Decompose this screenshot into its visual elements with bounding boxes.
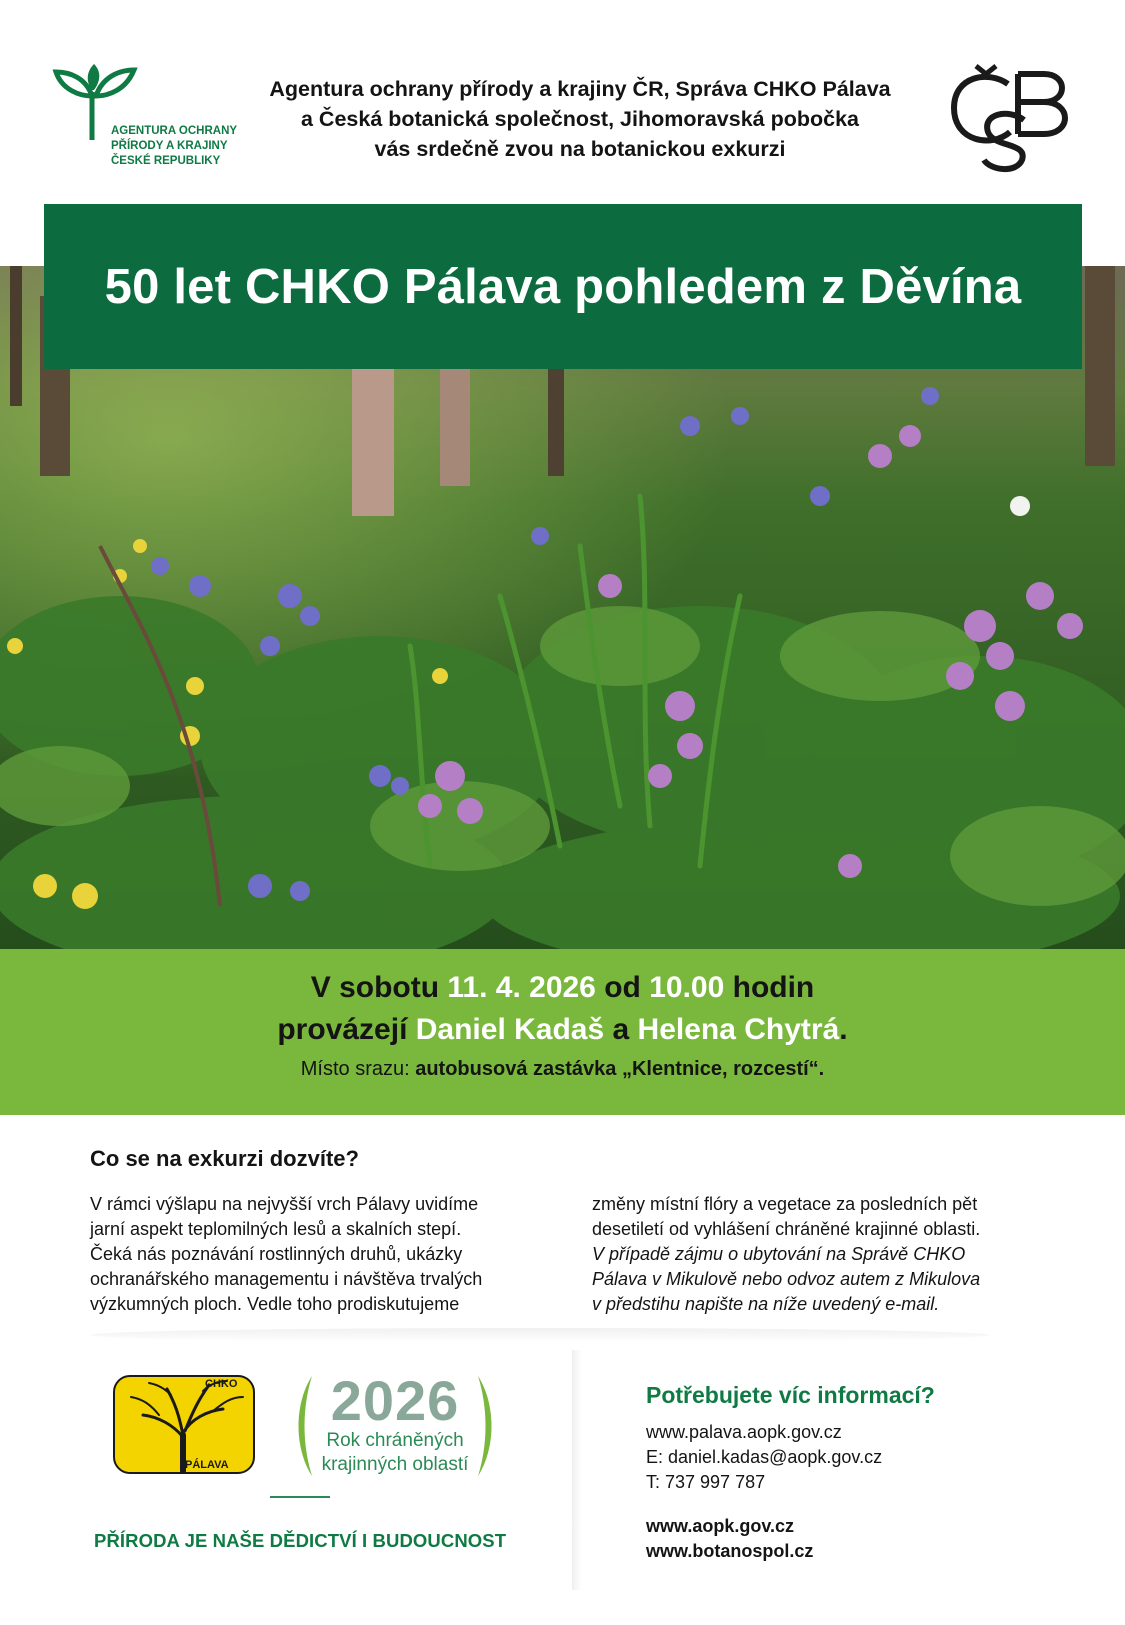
aopk-website-link[interactable]: www.aopk.gov.cz <box>646 1516 795 1536</box>
chko-logo-top-text: CHKO <box>205 1378 238 1390</box>
chko-logo-bottom-text: PÁLAVA <box>185 1459 229 1471</box>
accommodation-note-line: v předstihu napište na níže uvedený e-mail. <box>592 1294 940 1314</box>
palava-website-link[interactable]: www.palava.aopk.gov.cz <box>646 1422 842 1442</box>
event-info-band <box>0 949 1125 1115</box>
meeting-place: autobusová zastávka „Klentnice, rozcestí“. <box>415 1058 825 1080</box>
event-date: 11. 4. 2026 <box>447 971 596 1004</box>
meeting-label: Místo srazu: <box>300 1058 416 1080</box>
organizers-intro <box>255 74 905 164</box>
aopk-logo-line: AGENTURA OCHRANY <box>111 125 238 137</box>
intro-line: Agentura ochrany přírody a krajiny ČR, Správa CHKO Pálava <box>269 77 891 101</box>
year-of-pla-logo <box>290 1368 500 1478</box>
guides-period: . <box>839 1013 848 1046</box>
date-prefix: V sobotu <box>310 971 448 1004</box>
botanospol-website-link[interactable]: www.botanospol.cz <box>646 1541 814 1561</box>
about-line: změny místní flóry a vegetace za posledních pět <box>592 1194 978 1214</box>
csb-monogram-icon <box>948 62 1073 174</box>
motto: PŘÍRODA JE NAŠE DĚDICTVÍ I BUDOUCNOST <box>94 1530 507 1551</box>
time-suffix: hodin <box>724 971 815 1004</box>
intro-line: a Česká botanická společnost, Jihomoravská pobočka <box>300 107 859 131</box>
about-heading: Co se na exkurzi dozvíte? <box>90 1146 359 1171</box>
guides-line <box>0 1013 1125 1047</box>
aopk-logo-line: PŘÍRODY A KRAJINY <box>111 140 228 152</box>
about-text-left <box>90 1192 540 1317</box>
about-line: ochranářského managementu i návštěva trvalých <box>90 1269 483 1289</box>
event-time: 10.00 <box>649 971 725 1004</box>
guides-connector: a <box>604 1013 638 1046</box>
phone-contact: T: 737 997 787 <box>646 1472 766 1492</box>
event-title-banner <box>44 204 1082 369</box>
contact-heading: Potřebujete víc informací? <box>646 1382 935 1408</box>
aopk-logo-text <box>111 124 261 169</box>
intro-line: vás srdečně zvou na botanickou exkurzi <box>374 137 786 161</box>
aopk-logo-line: ČESKÉ REPUBLIKY <box>111 155 221 167</box>
email-contact[interactable]: E: daniel.kadas@aopk.gov.cz <box>646 1447 883 1467</box>
short-divider <box>270 1496 330 1498</box>
about-line: desetiletí od vyhlášení chráněné krajinné oblasti. <box>592 1219 981 1239</box>
about-line: V rámci výšlapu na nejvyšší vrch Pálavy uvidíme <box>90 1194 479 1214</box>
accommodation-note-line: V případě zájmu o ubytování na Správě CHKO <box>592 1244 966 1264</box>
divider-shadow <box>90 1328 990 1342</box>
about-line: Čeká nás poznávání rostlinných druhů, ukázky <box>90 1244 463 1264</box>
about-line: jarní aspekt teplomilných lesů a skalních stepí. <box>90 1219 462 1239</box>
column-divider-shadow <box>572 1350 582 1590</box>
guide-name: Helena Chytrá <box>637 1013 840 1046</box>
guide-name: Daniel Kadaš <box>415 1013 605 1046</box>
about-text-right <box>592 1192 1042 1317</box>
csb-logo <box>948 62 1073 174</box>
meeting-point-line <box>0 1058 1125 1081</box>
year-subtitle: krajinných oblastí <box>321 1454 469 1475</box>
guides-prefix: provázejí <box>277 1013 416 1046</box>
chko-palava-logo <box>113 1375 258 1475</box>
about-line: výzkumných ploch. Vedle toho prodiskutujeme <box>90 1294 460 1314</box>
accommodation-note-line: Pálava v Mikulově nebo odvoz autem z Mikulova <box>592 1269 981 1289</box>
date-connector: od <box>595 971 650 1004</box>
year-number: 2026 <box>330 1369 460 1432</box>
event-title: 50 let CHKO Pálava pohledem z Děvína <box>104 259 1022 314</box>
year-subtitle: Rok chráněných <box>326 1430 464 1451</box>
date-line <box>0 971 1125 1005</box>
